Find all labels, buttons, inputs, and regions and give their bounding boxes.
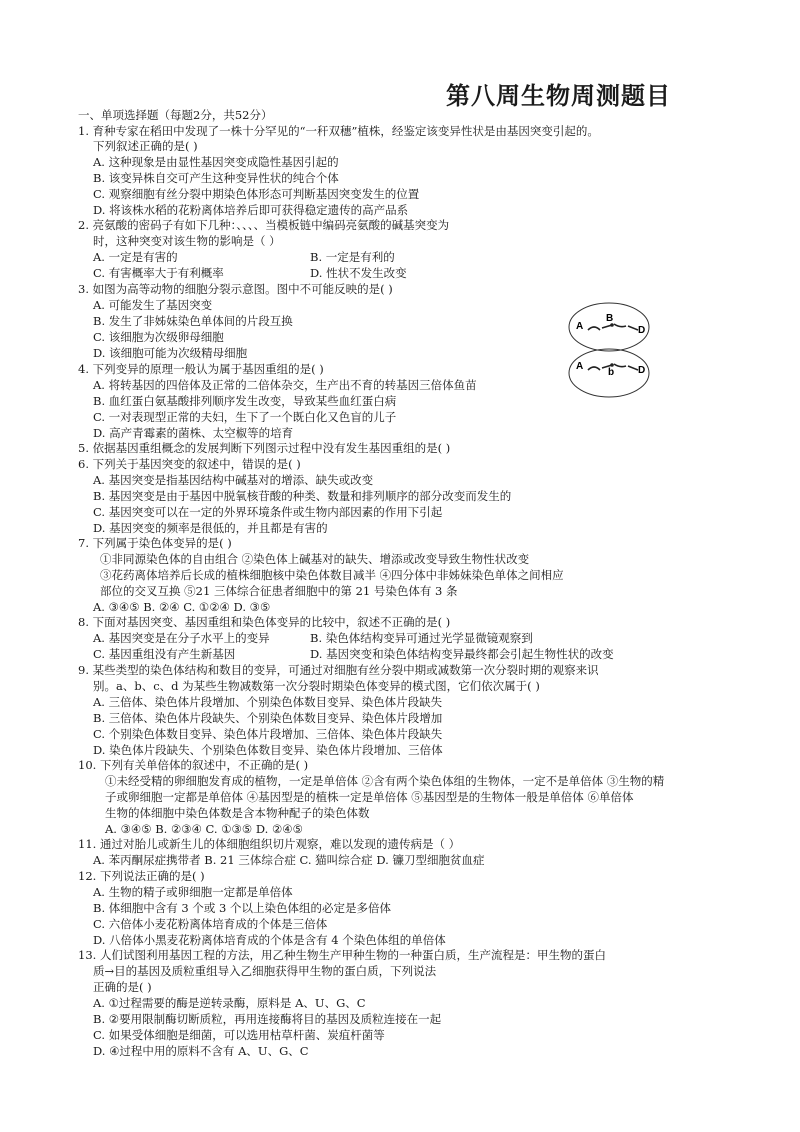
bottom-label-3: D (638, 365, 646, 376)
text-line: 时，这种突变对该生物的影响是（ ） (93, 234, 281, 248)
text-line: A. 生物的精子或卵细胞一定都是单倍体 (93, 885, 293, 899)
text-line: 10. 下列有关单倍体的叙述中，不正确的是( ) (78, 758, 309, 772)
text-line: 质→目的基因及质粒重组导入乙细胞获得甲生物的蛋白质，下列说法 (93, 964, 437, 978)
text-line: 7. 下列属于染色体变异的是( ) (78, 536, 232, 550)
text-line: ①非同源染色体的自由组合 ②染色体上碱基对的缺失、增添或改变导致生物性状改变 (100, 552, 530, 566)
text-line: C. 有害概率大于有利概率 (93, 266, 224, 280)
text-line: A. 可能发生了基因突变 (93, 298, 213, 312)
cell-division-diagram (566, 300, 652, 400)
text-line: D. 将该株水稻的花粉离体培养后即可获得稳定遗传的高产品系 (93, 203, 409, 217)
text-line: A. ③④⑤ B. ②③④ C. ①③⑤ D. ②④⑤ (105, 822, 303, 836)
cell-diagram-svg (566, 300, 652, 400)
text-line: 正确的是( ) (93, 980, 152, 994)
top-label-1: A (576, 321, 584, 332)
text-line: D. ④过程中用的原料不含有 A、U、G、C (93, 1044, 309, 1058)
text-line: B. 体细胞中含有 3 个或 3 个以上染色体组的必定是多倍体 (93, 901, 392, 915)
text-line: D. 基因突变的频率是很低的，并且都是有害的 (93, 521, 328, 535)
text-line: 下列叙述正确的是( ) (93, 139, 198, 153)
text-line: D. 性状不发生改变 (310, 266, 407, 280)
text-line: A. ①过程需要的酶是逆转录酶，原料是 A、U、G、C (93, 996, 366, 1010)
text-line: B. 基因突变是由于基因中脱氧核苷酸的种类、数量和排列顺序的部分改变而发生的 (93, 489, 512, 503)
text-line: A. 基因突变是在分子水平上的变异 (93, 631, 270, 645)
bottom-label-2: b (608, 367, 615, 378)
section-heading: 一、单项选择题（每题2分，共52分） (78, 108, 273, 122)
text-line: C. 一对表现型正常的夫妇，生下了一个既白化又色盲的儿子 (93, 410, 397, 424)
text-line: D. 八倍体小黑麦花粉离体培育成的个体是含有 4 个染色体组的单倍体 (93, 933, 446, 947)
text-line: 子或卵细胞一定都是单倍体 ④基因型是的植株一定是单倍体 ⑤基因型是的生物体一般是单倍体 ⑥单倍体 (105, 790, 634, 804)
text-line: 5. 依据基因重组概念的发展判断下列图示过程中没有发生基因重组的是( ) (78, 441, 451, 455)
text-line: A. 基因突变是指基因结构中碱基对的增添、缺失或改变 (93, 473, 374, 487)
text-line: D. 该细胞可能为次级精母细胞 (93, 346, 248, 360)
text-line: ③花药离体培养后长成的植株细胞核中染色体数目减半 ④四分体中非姊妹染色单体之间相应 (100, 568, 564, 582)
text-line: C. 观察细胞有丝分裂中期染色体形态可判断基因突变发生的位置 (93, 187, 420, 201)
text-line: B. 血红蛋白氨基酸排列顺序发生改变，导致某些血红蛋白病 (93, 394, 397, 408)
text-line: 1. 育种专家在稻田中发现了一株十分罕见的“一秆双穗”植株，经鉴定该变异性状是由基因突变引起的。 (78, 124, 599, 138)
text-line: A. 将转基因的四倍体及正常的二倍体杂交，生产出不育的转基因三倍体鱼苗 (93, 378, 477, 392)
text-line: B. 三倍体、染色体片段缺失、个别染色体数目变异、染色体片段增加 (93, 711, 443, 725)
text-line: B. ②要用限制酶切断质粒，再用连接酶将目的基因及质粒连接在一起 (93, 1012, 442, 1026)
top-label-3: D (638, 325, 646, 336)
text-line: C. 基因重组没有产生新基因 (93, 647, 236, 661)
text-line: B. 该变异株自交可产生这种变异性状的纯合个体 (93, 171, 339, 185)
text-line: A. ③④⑤ B. ②④ C. ①②④ D. ③⑤ (93, 600, 271, 614)
text-line: A. 一定是有害的 (93, 250, 178, 264)
text-line: 3. 如图为高等动物的细胞分裂示意图。图中不可能反映的是( ) (78, 282, 393, 296)
top-label-2: B (606, 313, 614, 324)
text-line: D. 基因突变和染色体结构变异最终都会引起生物性状的改变 (310, 647, 614, 661)
text-line: 9. 某些类型的染色体结构和数目的变异，可通过对细胞有丝分裂中期或减数第一次分裂时期的观察来识 (78, 663, 599, 677)
text-line: 4. 下列变异的原理一般认为属于基因重组的是( ) (78, 362, 324, 376)
text-line: A. 苯丙酮尿症携带者 B. 21 三体综合症 C. 猫叫综合症 D. 镰刀型细胞贫血症 (93, 853, 485, 867)
text-line: D. 染色体片段缺失、个别染色体数目变异、染色体片段增加、三倍体 (93, 743, 443, 757)
page-title: 第八周生物周测题目 (446, 81, 671, 110)
text-line: ①未经受精的卵细胞发育成的植物，一定是单倍体 ②含有两个染色体组的生物体，一定不是单倍体 ③生物的精 (105, 774, 665, 788)
text-line: C. 如果受体细胞是细菌，可以选用枯草杆菌、炭疽杆菌等 (93, 1028, 385, 1042)
text-line: B. 染色体结构变异可通过光学显微镜观察到 (310, 631, 533, 645)
text-line: 12. 下列说法正确的是( ) (78, 869, 205, 883)
text-line: C. 个别染色体数目变异、染色体片段增加、三倍体、染色体片段缺失 (93, 727, 443, 741)
text-line: 6. 下列关于基因突变的叙述中，错误的是( ) (78, 457, 301, 471)
text-line: D. 高产青霉素的菌株、太空椒等的培育 (93, 426, 294, 440)
text-line: 生物的体细胞中染色体数是含本物种配子的染色体数 (105, 806, 370, 820)
text-line: 2. 亮氨酸的密码子有如下几种：、、、、当模板链中编码亮氨酸的碱基突变为 (78, 218, 450, 232)
text-line: A. 这种现象是由显性基因突变成隐性基因引起的 (93, 155, 339, 169)
text-line: 11. 通过对胎儿或新生儿的体细胞组织切片观察，难以发现的遗传病是（ ） (78, 837, 461, 851)
text-line: C. 基因突变可以在一定的外界环境条件或生物内部因素的作用下引起 (93, 505, 443, 519)
text-line: B. 一定是有利的 (310, 250, 395, 264)
text-line: 13. 人们试图利用基因工程的方法，用乙种生物生产甲种生物的一种蛋白质，生产流程是：甲生物的蛋白 (78, 948, 606, 962)
bottom-label-1: A (576, 361, 584, 372)
text-line: 别。a、b、c、d 为某些生物减数第一次分裂时期染色体变异的模式图，它们依次属于( ) (93, 679, 540, 693)
text-line: 8. 下面对基因突变、基因重组和染色体变异的比较中，叙述不正确的是( ) (78, 615, 451, 629)
text-line: A. 三倍体、染色体片段增加、个别染色体数目变异、染色体片段缺失 (93, 695, 443, 709)
text-line: B. 发生了非姊妹染色单体间的片段互换 (93, 314, 293, 328)
text-line: 部位的交叉互换 ⑤21 三体综合征患者细胞中的第 21 号染色体有 3 条 (100, 584, 458, 598)
text-line: C. 六倍体小麦花粉离体培育成的个体是三倍体 (93, 917, 328, 931)
text-line: C. 该细胞为次级卵母细胞 (93, 330, 224, 344)
